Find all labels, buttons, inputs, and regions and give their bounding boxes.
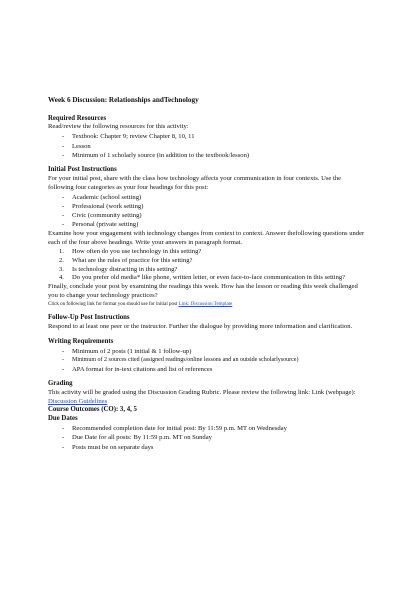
required-resources-intro: Read/review the following resources for this activity: bbox=[48, 123, 189, 131]
follow-up-text: Respond to at least one peer or the instructor. Further the dialogue by providing more information and clarification. bbox=[48, 323, 353, 331]
initial-post-examine: Examine how your engagement with technology changes from context to context. Answer thefollowing questions under each of the four above headings. Write your answers in paragraph format. bbox=[48, 229, 365, 246]
list-item: - APA format for in-text citations and list of references bbox=[62, 365, 213, 373]
list-item: - Minimum of 1 scholarly source (in addition to the textbook/lesson) bbox=[62, 151, 250, 159]
required-resources-list bbox=[48, 132, 368, 160]
list-item: - Textbook: Chapter 9; review Chapter 8, 10, 11 bbox=[62, 133, 195, 141]
document-title: Week 6 Discussion: Relationships andTechnology bbox=[48, 96, 199, 104]
list-item: - Lesson bbox=[62, 142, 91, 150]
writing-requirements-list bbox=[48, 347, 368, 374]
list-item: - Due Date for all posts: By 11:59 p.m. MT on Sunday bbox=[62, 434, 212, 442]
number-mark: 4. bbox=[59, 274, 64, 282]
list-item: 4. Do you prefer old media* like phone, written letter, or even face-to-face communication in this setting? bbox=[59, 274, 346, 282]
bullet-mark: - bbox=[62, 443, 65, 451]
list-item: - Academic (school setting) bbox=[62, 193, 142, 201]
initial-post-conclusion: Finally, conclude your post by examining the readings this week. How has the lesson or reading this week challenged you to change your technology practices? bbox=[48, 283, 358, 300]
due-dates-heading: Due Dates bbox=[48, 415, 78, 423]
document-page bbox=[48, 96, 368, 452]
grading-text: This activity will be graded using the Discussion Grading Rubric. Please review the following link: Link (webpage): Discussion Guidelines bbox=[48, 388, 356, 405]
initial-post-intro: For your initial post, share with the class how technology affects your communication in four contexts. Use the following four categories as your four headings for this post: bbox=[48, 174, 342, 191]
due-dates-list bbox=[48, 424, 368, 452]
list-item: 2. What are the rules of practice for this setting? bbox=[59, 256, 193, 264]
bullet-mark: - bbox=[62, 142, 65, 150]
initial-post-heading: Initial Post Instructions bbox=[48, 166, 117, 174]
list-item: - Minimum of 2 sources cited (assigned readings/online lessons and an outside scholarlysource) bbox=[62, 357, 299, 364]
list-item: - Personal (private setting) bbox=[62, 221, 139, 229]
bullet-mark: - bbox=[62, 151, 65, 159]
follow-up-heading: Follow-Up Post Instructions bbox=[48, 314, 130, 322]
writing-requirements-heading: Writing Requirements bbox=[48, 338, 114, 346]
discussion-guidelines-link[interactable]: Discussion Guidelines bbox=[48, 397, 108, 405]
categories-list bbox=[48, 193, 368, 230]
list-item: 1. How often do you use technology in this setting? bbox=[59, 247, 202, 255]
list-item: - Professional (work setting) bbox=[62, 203, 144, 211]
list-item: - Minimum of 2 posts (1 initial & 1 follow-up) bbox=[62, 347, 192, 355]
list-item: 3. Is technology distracting in this setting? bbox=[59, 265, 178, 273]
number-mark: 2. bbox=[59, 256, 64, 264]
required-resources-heading: Required Resources bbox=[48, 114, 107, 122]
bullet-mark: - bbox=[62, 434, 65, 442]
bullet-mark: - bbox=[62, 357, 64, 364]
grading-heading: Grading bbox=[48, 379, 73, 387]
list-item: - Posts must be on separate days bbox=[62, 443, 154, 451]
questions-list bbox=[48, 248, 368, 284]
bullet-mark: - bbox=[62, 221, 65, 229]
discussion-template-link[interactable]: Link: Discussion Template bbox=[178, 302, 233, 308]
bullet-mark: - bbox=[62, 425, 65, 433]
bullet-mark: - bbox=[62, 193, 65, 201]
number-mark: 3. bbox=[59, 265, 64, 273]
bullet-mark: - bbox=[62, 133, 65, 141]
bullet-mark: - bbox=[62, 203, 65, 211]
bullet-mark: - bbox=[62, 347, 65, 355]
template-note: Click on following link for format you should use for initial post Link: Discussion Template bbox=[48, 302, 233, 308]
bullet-mark: - bbox=[62, 212, 65, 220]
list-item: - Civic (community setting) bbox=[62, 212, 142, 220]
list-item: - Recommended completion date for initial post: By 11:59 p.m. MT on Wednesday bbox=[62, 425, 287, 433]
course-outcomes: Course Outcomes (CO): 3, 4, 5 bbox=[48, 406, 137, 414]
number-mark: 1. bbox=[59, 247, 64, 255]
bullet-mark: - bbox=[62, 365, 65, 373]
